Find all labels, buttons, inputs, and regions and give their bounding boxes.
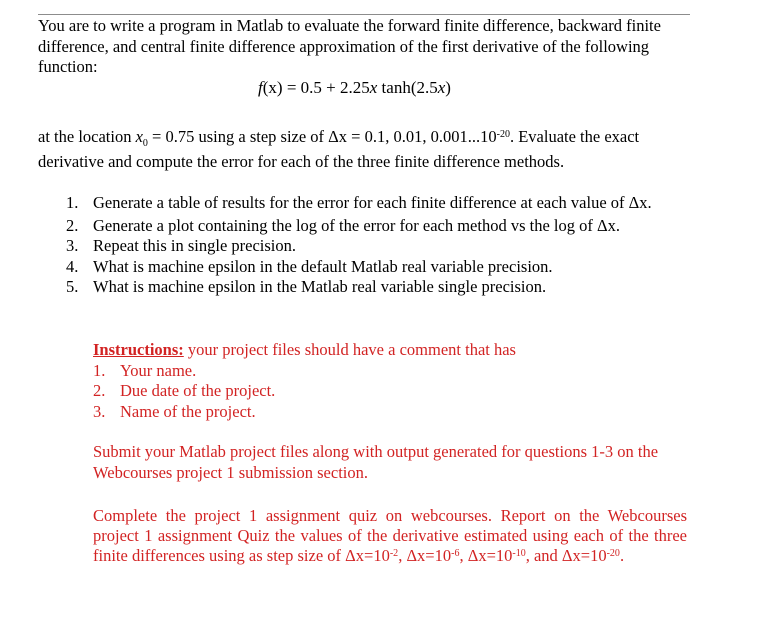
formula-arg: (x) [262,78,283,97]
task-number: 2. [66,215,79,235]
formula-close: ) [445,78,451,97]
separator: , and [525,546,562,565]
instructions-lead-line [93,340,693,361]
task-text: What is machine epsilon in the default Matlab real variable precision. [93,256,553,276]
instructions-block [93,340,693,422]
step-size-2-exp: -6 [451,547,460,559]
dx-symbol: Δx [328,127,348,146]
quiz-paragraph [93,506,687,566]
formula-x: x [369,78,378,97]
top-rule [38,14,690,15]
task-item [66,216,686,237]
x0-var: x [135,127,143,146]
task-number: 3. [66,236,79,255]
task-text: Generate a plot containing the log of the error for each method vs the log of Δx. [93,215,620,235]
quiz-text: Complete the project 1 assignment quiz on webcourses. Report on the Webcourses project 1 assignment Quiz the values of the derivative estimated using each of the three finite differences using as step size of [93,506,687,565]
instructions-item [93,381,693,402]
task-text: What is machine epsilon in the Matlab real variable single precision. [93,277,547,296]
task-number: 1. [66,193,79,212]
instructions-item [93,402,693,423]
dx-values: = 0.1, 0.01, 0.001...10 [347,127,497,146]
step-size-4: Δx=10 [561,546,607,565]
task-item [66,236,686,257]
formula-eq: = 0.5 + 2.25 [282,78,370,97]
dx-exp: -20 [496,128,510,140]
instructions-text: Your name. [120,360,197,380]
step-size-2: Δx=10 [406,546,452,565]
location-suffix: . Evaluate the exact derivative and compute the error for each of the three finite difference methods. [38,127,640,171]
task-number: 5. [66,277,79,296]
step-size-1: Δx=10 [345,546,390,565]
instructions-number: 3. [93,401,106,421]
step-size-4-exp: -20 [606,547,620,559]
separator: , [398,546,407,565]
location-paragraph [38,124,698,174]
x0-value: = 0.75 [147,127,195,146]
function-formula [258,77,451,99]
step-size-3-exp: -10 [512,547,526,559]
intro-paragraph: You are to write a program in Matlab to evaluate the forward finite difference, backward finite difference, and central finite difference approximation of the first derivative of the following function: [38,16,661,76]
location-mid: using a step size of [194,127,329,146]
instructions-heading: Instructions: [93,340,184,359]
task-item [66,257,686,278]
step-size-3: Δx=10 [467,546,513,565]
task-text: Repeat this in single precision. [93,236,297,255]
location-prefix: at the location [38,127,136,146]
instructions-list [93,361,693,423]
x0-sub: 0 [142,137,148,149]
formula-tanh: tanh(2.5 [377,78,438,97]
instructions-number: 2. [93,381,106,400]
quiz-end: . [619,546,625,565]
task-number: 4. [66,256,79,276]
instructions-number: 1. [93,360,106,380]
submit-paragraph: Submit your Matlab project files along with output generated for questions 1-3 on the Webcourses project 1 submission section. [93,442,659,482]
instructions-text: Due date of the project. [120,381,276,400]
task-list [66,193,686,298]
task-text: Generate a table of results for the error for each finite difference at each value of Δx. [93,193,652,212]
instructions-lead: your project files should have a comment that has [183,340,516,359]
formula-x2: x [437,78,446,97]
instructions-text: Name of the project. [120,401,256,421]
step-size-1-exp: -2 [389,547,399,559]
separator: , [459,546,468,565]
formula-f: f [258,78,263,97]
task-item [66,193,686,214]
task-item [66,277,686,298]
instructions-item [93,361,693,382]
